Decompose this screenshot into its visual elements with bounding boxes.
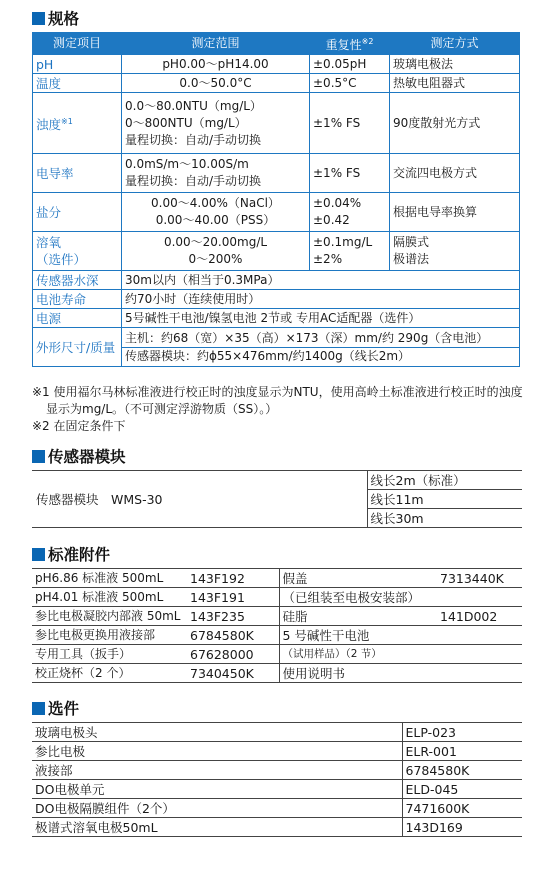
dimension-label: 外形尺寸/质量	[33, 328, 122, 367]
spec-range-line: 0.0～50.0°C	[179, 75, 252, 90]
accessory-row	[32, 607, 522, 626]
accessory-right-name: 假盖	[279, 569, 437, 588]
spec-method	[390, 193, 520, 232]
spec-method-line: 热敏电阻器式	[393, 75, 466, 90]
spec-method	[390, 74, 520, 93]
spec-wide-row	[33, 309, 520, 328]
spec-range	[122, 74, 310, 93]
spec-method-line: 隔膜式	[393, 235, 430, 249]
spec-method-line: 极谱法	[393, 252, 430, 266]
spec-range	[122, 193, 310, 232]
spec-notes	[32, 384, 532, 435]
spec-item-label: 传感器水深	[33, 271, 122, 290]
spec-item-label	[33, 93, 122, 154]
section-square-icon	[32, 12, 45, 25]
sensor-table	[32, 470, 522, 528]
spec-method-line: 根据电导率换算	[393, 204, 478, 219]
spec-item-sub: （选件）	[36, 252, 87, 267]
sensor-cable-2: 线长11m	[367, 490, 522, 509]
accessory-right-name: 硅脂	[279, 607, 437, 626]
spec-item-label	[33, 74, 122, 93]
spec-range-line: 量程切换：自动/手动切换	[125, 174, 262, 188]
spec-repeat-line: ±1% FS	[313, 115, 361, 130]
spec-table	[32, 32, 520, 367]
option-code: ELD-045	[402, 780, 522, 799]
accessory-left-name: pH6.86 标准液 500mL	[32, 569, 187, 588]
spec-range-line: 0.0mS/m～10.00S/m	[125, 157, 249, 171]
accessory-left-code: 143F191	[187, 588, 279, 607]
accessory-left-code: 67628000	[187, 645, 279, 664]
accessory-right-code	[437, 588, 522, 607]
opt-section-title	[32, 697, 79, 719]
spec-item-label: 电源	[33, 309, 122, 328]
accessory-left-name: 专用工具（扳手）	[32, 645, 187, 664]
spec-item-label	[33, 232, 122, 271]
accessory-left-code: 7340450K	[187, 664, 279, 683]
accessory-right-code	[437, 645, 522, 664]
option-row	[32, 761, 522, 780]
spec-item-text: 盐分	[36, 204, 62, 220]
acc-title-text: 标准附件	[48, 546, 111, 564]
dimension-values	[122, 328, 520, 367]
spec-method-line: 玻璃电极法	[393, 56, 454, 71]
spec-repeat	[310, 232, 390, 271]
spec-item-label	[33, 55, 122, 74]
section-square-icon	[32, 548, 45, 561]
spec-range-line: 0.00～20.00mg/L	[163, 235, 268, 249]
spec-range-line: pH0.00～pH14.00	[162, 56, 269, 71]
spec-range-line: 量程切换：自动/手动切换	[125, 132, 262, 147]
spec-header-method: 测定方式	[390, 33, 520, 55]
spec-wide-value: 约70小时（连续使用时）	[122, 290, 520, 309]
spec-method	[390, 232, 520, 271]
option-name: 玻璃电极头	[32, 723, 402, 742]
spec-range-line: 0～800NTU（mg/L）	[125, 115, 247, 130]
spec-row	[33, 55, 520, 74]
accessory-right-name: 5 号碱性干电池	[279, 626, 437, 645]
spec-title-text: 规格	[48, 10, 80, 28]
option-row	[32, 723, 522, 742]
section-square-icon	[32, 450, 45, 463]
accessory-left-code: 143F192	[187, 569, 279, 588]
spec-method	[390, 55, 520, 74]
accessory-left-code: 6784580K	[187, 626, 279, 645]
sensor-cable-3: 线长30m	[367, 509, 522, 528]
option-code: 6784580K	[402, 761, 522, 780]
accessory-right-code: 7313440K	[437, 569, 522, 588]
spec-method	[390, 93, 520, 154]
accessory-row	[32, 664, 522, 683]
spec-header-row	[33, 33, 520, 55]
spec-item-text: 浊度	[36, 117, 62, 133]
spec-repeat-line: ±0.04%	[313, 196, 362, 210]
note-1: ※1 使用福尔马林标准液进行校正时的浊度显示为NTU，使用高岭土标准液进行校正时的浊度显示为mg/L。（不可测定浮游物质（SS）。）	[32, 385, 523, 416]
options-table	[32, 722, 522, 837]
accessory-right-code	[437, 664, 522, 683]
spec-range	[122, 154, 310, 193]
spec-row	[33, 93, 520, 154]
spec-repeat	[310, 74, 390, 93]
spec-item-text: 电导率	[36, 165, 74, 181]
option-code: ELR-001	[402, 742, 522, 761]
note-2: ※2 在固定条件下	[32, 419, 126, 433]
option-row	[32, 780, 522, 799]
option-code: ELP-023	[402, 723, 522, 742]
accessory-right-code	[437, 626, 522, 645]
spec-header-repeat: 重复性$^{※2}$	[310, 33, 390, 55]
sensor-section-title	[32, 445, 126, 467]
accessories-table	[32, 568, 522, 683]
option-name: 液接部	[32, 761, 402, 780]
accessory-left-name: 参比电极凝胶内部液 50mL	[32, 607, 187, 626]
accessory-right-name: （试用样品）（2 节）	[279, 645, 437, 664]
sensor-cable-1: 线长2m（标准）	[367, 471, 522, 490]
spec-row	[33, 193, 520, 232]
accessory-right-name: 使用说明书	[279, 664, 437, 683]
spec-item-label	[33, 154, 122, 193]
spec-wide-value: 30m以内（相当于0.3MPa）	[122, 271, 520, 290]
option-row	[32, 799, 522, 818]
spec-header-item: 测定项目	[33, 33, 122, 55]
opt-title-text: 选件	[48, 700, 80, 718]
spec-item-text: 温度	[36, 75, 62, 91]
spec-range-line: 0.0～80.0NTU（mg/L）	[125, 98, 262, 113]
spec-repeat-line: ±0.05pH	[313, 56, 367, 71]
spec-item-text: 溶氧	[36, 235, 62, 250]
option-name: 参比电极	[32, 742, 402, 761]
spec-repeat	[310, 154, 390, 193]
accessory-left-code: 143F235	[187, 607, 279, 626]
spec-wide-row	[33, 290, 520, 309]
acc-section-title	[32, 543, 110, 565]
accessory-row	[32, 645, 522, 664]
spec-repeat	[310, 193, 390, 232]
spec-row	[33, 74, 520, 93]
spec-repeat-line: ±0.42	[313, 213, 350, 227]
spec-repeat-line: ±2%	[313, 252, 343, 266]
spec-repeat	[310, 55, 390, 74]
spec-header-range: 测定范围	[122, 33, 310, 55]
spec-range-line: 0.00～40.00（PSS）	[155, 213, 276, 227]
accessory-left-name: pH4.01 标准液 500mL	[32, 588, 187, 607]
accessory-left-name: 校正烧杯（2 个）	[32, 664, 187, 683]
spec-item-label	[33, 193, 122, 232]
sensor-name: 传感器模块 WMS-30	[32, 471, 367, 528]
spec-method	[390, 154, 520, 193]
option-name: 极谱式溶氧电极50mL	[32, 818, 402, 837]
spec-range-line: 0.00～4.00%（NaCl）	[151, 196, 280, 210]
accessory-row	[32, 569, 522, 588]
section-square-icon	[32, 702, 45, 715]
accessory-left-name: 参比电极更换用液接部	[32, 626, 187, 645]
spec-repeat-line: ±0.5°C	[313, 75, 357, 90]
spec-method-line: 90度散射光方式	[393, 115, 481, 130]
spec-range	[122, 55, 310, 74]
spec-row	[33, 232, 520, 271]
option-name: DO电极单元	[32, 780, 402, 799]
sensor-title-text: 传感器模块	[48, 448, 126, 466]
spec-item-note: ※1	[61, 116, 73, 126]
spec-wide-row	[33, 271, 520, 290]
spec-item-label: 电池寿命	[33, 290, 122, 309]
spec-method-line: 交流四电极方式	[393, 165, 478, 180]
option-code: 7471600K	[402, 799, 522, 818]
option-name: DO电极隔膜组件（2个）	[32, 799, 402, 818]
spec-repeat	[310, 93, 390, 154]
spec-row	[33, 154, 520, 193]
option-code: 143D169	[402, 818, 522, 837]
accessory-row	[32, 588, 522, 607]
spec-range	[122, 232, 310, 271]
option-row	[32, 818, 522, 837]
accessory-right-name: （已组装至电极安装部）	[279, 588, 437, 607]
option-row	[32, 742, 522, 761]
dimension-row	[33, 328, 520, 367]
dimension-main: 主机：约68（宽）×35（高）×173（深）mm/约 290g（含电池）	[122, 330, 519, 348]
spec-repeat-line: ±1% FS	[313, 165, 361, 180]
spec-repeat-line: ±0.1mg/L	[313, 235, 373, 249]
spec-wide-value: 5号碱性干电池/镍氢电池 2节或 专用AC适配器（选件）	[122, 309, 520, 328]
spec-section-title	[32, 7, 79, 29]
spec-range	[122, 93, 310, 154]
accessory-right-code: 141D002	[437, 607, 522, 626]
dimension-sensor: 传感器模块：约ϕ55×476mm/约1400g（线长2m）	[125, 348, 411, 363]
spec-item-text: pH	[36, 56, 54, 72]
accessory-row	[32, 626, 522, 645]
spec-range-line: 0～200%	[188, 252, 243, 266]
